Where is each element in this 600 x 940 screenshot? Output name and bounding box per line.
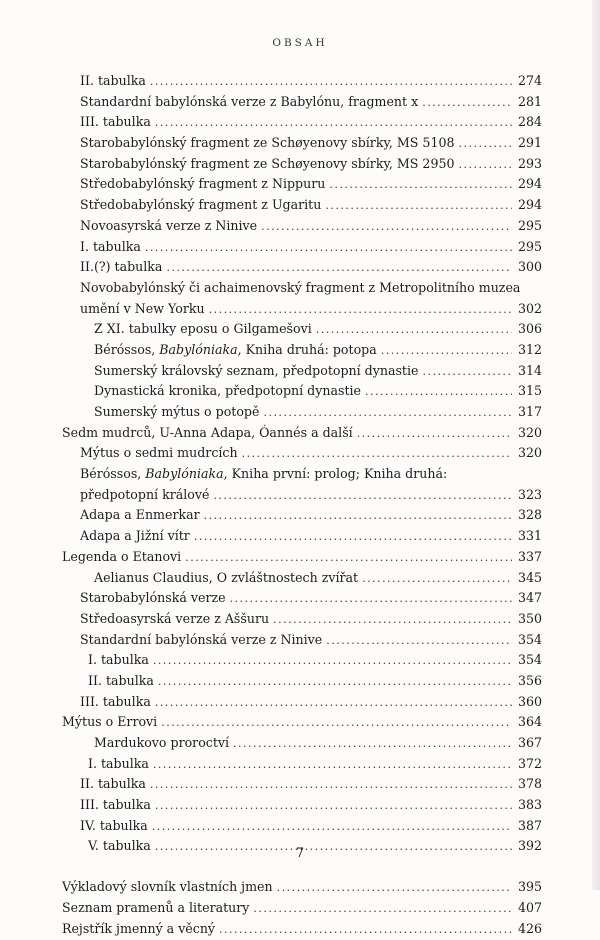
toc-entry[interactable] — [62, 195, 542, 216]
toc-entry-title: Béróssos, Babylóniaka, Kniha druhá: potopa — [94, 340, 377, 361]
dot-leader — [381, 341, 512, 362]
dot-leader — [213, 486, 512, 507]
toc-entry[interactable] — [62, 423, 542, 444]
toc-entry[interactable] — [62, 754, 542, 775]
toc-entry-page: 294 — [516, 174, 542, 195]
dot-leader — [150, 72, 512, 93]
dot-leader — [150, 775, 512, 796]
toc-entry-page: 354 — [516, 630, 542, 651]
toc-entry[interactable] — [62, 568, 542, 589]
dot-leader — [459, 155, 513, 176]
toc-entry-title: Adapa a Enmerkar — [80, 505, 200, 526]
toc-entry[interactable] — [62, 361, 542, 382]
toc-entry[interactable] — [62, 216, 542, 237]
toc-entry[interactable] — [62, 154, 542, 175]
dot-leader — [194, 527, 512, 548]
toc-entry-title: I. tabulka — [80, 237, 141, 258]
dot-leader — [357, 424, 512, 445]
toc-entry-title: Středobabylónský fragment z Ugaritu — [80, 195, 321, 216]
toc-entry-page: 337 — [516, 547, 542, 568]
toc-entry-title: II. tabulka — [88, 671, 154, 692]
dot-leader — [316, 320, 512, 341]
dot-leader — [422, 93, 512, 114]
toc-entry-page: 306 — [516, 319, 542, 340]
dot-leader — [459, 134, 513, 155]
dot-leader — [166, 258, 512, 279]
toc-entry[interactable] — [62, 257, 542, 278]
toc-entry-title: Výkladový slovník vlastních jmen — [62, 877, 273, 898]
toc-entry-title: II.(?) tabulka — [80, 257, 162, 278]
toc-entry-title: Standardní babylónská verze z Babylónu, fragment x — [80, 92, 418, 113]
toc-entry[interactable] — [62, 319, 542, 340]
toc-entry-title: Béróssos, Babylóniaka, Kniha první: prolog; Kniha druhá: — [80, 466, 447, 481]
toc-entry[interactable] — [62, 174, 542, 195]
toc-entry[interactable] — [62, 505, 542, 526]
toc-entry-title: Sedm mudrců, U-Anna Adapa, Óannés a další — [62, 423, 353, 444]
toc-entry-title: III. tabulka — [80, 795, 151, 816]
dot-leader — [325, 196, 512, 217]
toc-entry[interactable] — [62, 692, 542, 713]
toc-entry[interactable] — [62, 630, 542, 651]
toc-entry-title: Středobabylónský fragment z Nippuru — [80, 174, 325, 195]
dot-leader — [263, 403, 512, 424]
toc-entry[interactable] — [62, 443, 542, 464]
toc-entry-page: 274 — [516, 71, 542, 92]
toc-entry[interactable] — [62, 609, 542, 630]
toc-entry-page: 312 — [516, 340, 542, 361]
toc-entry-title: Starobabylónská verze — [80, 588, 226, 609]
toc-entry-page: 345 — [516, 568, 542, 589]
toc-entry-page: 364 — [516, 712, 542, 733]
toc-entry-title: III. tabulka — [80, 112, 151, 133]
dot-leader — [161, 713, 512, 734]
dot-leader — [219, 920, 512, 940]
toc-entry-title: Novobabylónský či achaimenovský fragment z Metropolitního muzea — [80, 280, 520, 295]
toc-entry-title: Sumerský královský seznam, předpotopní dynastie — [94, 361, 418, 382]
toc-entry[interactable] — [62, 71, 542, 92]
dot-leader — [422, 362, 512, 383]
toc-entry-page: 320 — [516, 443, 542, 464]
dot-leader — [155, 693, 512, 714]
toc-entry-page: 360 — [516, 692, 542, 713]
toc-entry[interactable] — [62, 919, 542, 940]
toc-entry-page: 378 — [516, 774, 542, 795]
toc-entry-title: I. tabulka — [88, 650, 149, 671]
running-header: OBSAH — [0, 37, 600, 49]
toc-entry-page: 315 — [516, 381, 542, 402]
toc-entry-title: Z XI. tabulky eposu o Gilgamešovi — [94, 319, 312, 340]
toc-entry-title: Legenda o Etanovi — [62, 547, 181, 568]
toc-entry[interactable] — [62, 671, 542, 692]
toc-entry-title: IV. tabulka — [80, 816, 148, 837]
toc-entry-title: Starobabylónský fragment ze Schøyenovy sbírky, MS 2950 — [80, 154, 455, 175]
dot-leader — [153, 755, 512, 776]
toc-entry-title: I. tabulka — [88, 754, 149, 775]
toc-entry-page: 367 — [516, 733, 542, 754]
toc-entry-title: Novoasyrská verze z Ninive — [80, 216, 257, 237]
toc-entry[interactable] — [62, 402, 542, 423]
dot-leader — [365, 382, 512, 403]
dot-leader — [209, 300, 512, 321]
dot-leader — [233, 734, 512, 755]
dot-leader — [230, 589, 512, 610]
toc-entry-page: 356 — [516, 671, 542, 692]
toc-entry-page: 291 — [516, 133, 542, 154]
dot-leader — [277, 878, 512, 899]
toc-entry-title: V. tabulka — [88, 836, 151, 857]
toc-entry[interactable] — [62, 92, 542, 113]
page-number: 7 — [0, 846, 600, 861]
toc-entry-page: 407 — [516, 898, 542, 919]
dot-leader — [158, 672, 512, 693]
toc-entry-title: II. tabulka — [80, 71, 146, 92]
dot-leader — [152, 817, 512, 838]
toc-entry[interactable] — [62, 547, 542, 568]
toc-entry-page: 323 — [516, 485, 542, 506]
toc-entry[interactable] — [62, 381, 542, 402]
dot-leader — [153, 651, 512, 672]
toc-entry-title: Mýtus o Errovi — [62, 712, 157, 733]
toc-entry-title: III. tabulka — [80, 692, 151, 713]
dot-leader — [261, 217, 512, 238]
toc-entry-page: 426 — [516, 919, 542, 940]
toc-entry-title: Středoasyrská verze z Aššuru — [80, 609, 269, 630]
toc-entry[interactable] — [62, 816, 542, 837]
toc-entry-title: II. tabulka — [80, 774, 146, 795]
dot-leader — [185, 548, 512, 569]
toc-entry-title-continued: umění v New Yorku — [80, 299, 205, 320]
toc-entry-title: Mýtus o sedmi mudrcích — [80, 443, 238, 464]
toc-entry-page: 320 — [516, 423, 542, 444]
toc-entry[interactable] — [62, 237, 542, 258]
toc-entry[interactable] — [62, 526, 542, 547]
toc-entry[interactable] — [62, 464, 542, 505]
dot-leader — [155, 796, 512, 817]
dot-leader — [155, 113, 512, 134]
dot-leader — [253, 899, 512, 920]
toc-entry[interactable] — [62, 877, 542, 898]
dot-leader — [362, 569, 512, 590]
toc-entry[interactable] — [62, 650, 542, 671]
toc-entry-page: 350 — [516, 609, 542, 630]
toc-entry[interactable] — [62, 712, 542, 733]
toc-entry[interactable] — [62, 774, 542, 795]
toc-entry-title: Dynastická kronika, předpotopní dynastie — [94, 381, 361, 402]
dot-leader — [204, 506, 512, 527]
dot-leader — [329, 175, 512, 196]
toc-entry-title: Starobabylónský fragment ze Schøyenovy sbírky, MS 5108 — [80, 133, 455, 154]
toc-entry-title: Seznam pramenů a literatury — [62, 898, 249, 919]
toc-entry-page: 281 — [516, 92, 542, 113]
toc-entry-title: Sumerský mýtus o potopě — [94, 402, 259, 423]
toc-entry-title: Adapa a Jižní vítr — [80, 526, 190, 547]
toc-entry[interactable] — [62, 898, 542, 919]
toc-entry-page: 300 — [516, 257, 542, 278]
toc-entry-page: 293 — [516, 154, 542, 175]
toc-entry-page: 347 — [516, 588, 542, 609]
toc-entry-page: 284 — [516, 112, 542, 133]
toc-entry-title: Standardní babylónská verze z Ninive — [80, 630, 322, 651]
toc-entry[interactable] — [62, 795, 542, 816]
toc-entry-page: 354 — [516, 650, 542, 671]
toc-entry[interactable] — [62, 133, 542, 154]
toc-entry-page: 302 — [516, 299, 542, 320]
toc-entry[interactable] — [62, 588, 542, 609]
toc-entry[interactable] — [62, 112, 542, 133]
table-of-contents — [62, 71, 542, 939]
toc-entry-page: 383 — [516, 795, 542, 816]
dot-leader — [145, 238, 512, 259]
toc-entry-page: 317 — [516, 402, 542, 423]
toc-entry[interactable] — [62, 733, 542, 754]
toc-entry-page: 314 — [516, 361, 542, 382]
toc-entry[interactable] — [62, 340, 542, 361]
toc-entry-page: 294 — [516, 195, 542, 216]
toc-entry-page: 372 — [516, 754, 542, 775]
toc-entry-title: Rejstřík jmenný a věcný — [62, 919, 215, 940]
dot-leader — [326, 631, 512, 652]
toc-entry-page: 295 — [516, 237, 542, 258]
dot-leader — [242, 444, 512, 465]
dot-leader — [273, 610, 512, 631]
page-edge — [592, 0, 600, 890]
toc-entry[interactable] — [62, 278, 542, 319]
toc-entry-title: Aelianus Claudius, O zvláštnostech zvířat — [94, 568, 358, 589]
toc-entry-page: 331 — [516, 526, 542, 547]
toc-entry-page: 328 — [516, 505, 542, 526]
toc-entry-page: 395 — [516, 877, 542, 898]
toc-entry-title-continued: předpotopní králové — [80, 485, 209, 506]
toc-entry-title: Mardukovo proroctví — [94, 733, 229, 754]
toc-entry-page: 387 — [516, 816, 542, 837]
toc-entry-page: 392 — [516, 836, 542, 857]
toc-entry-page: 295 — [516, 216, 542, 237]
